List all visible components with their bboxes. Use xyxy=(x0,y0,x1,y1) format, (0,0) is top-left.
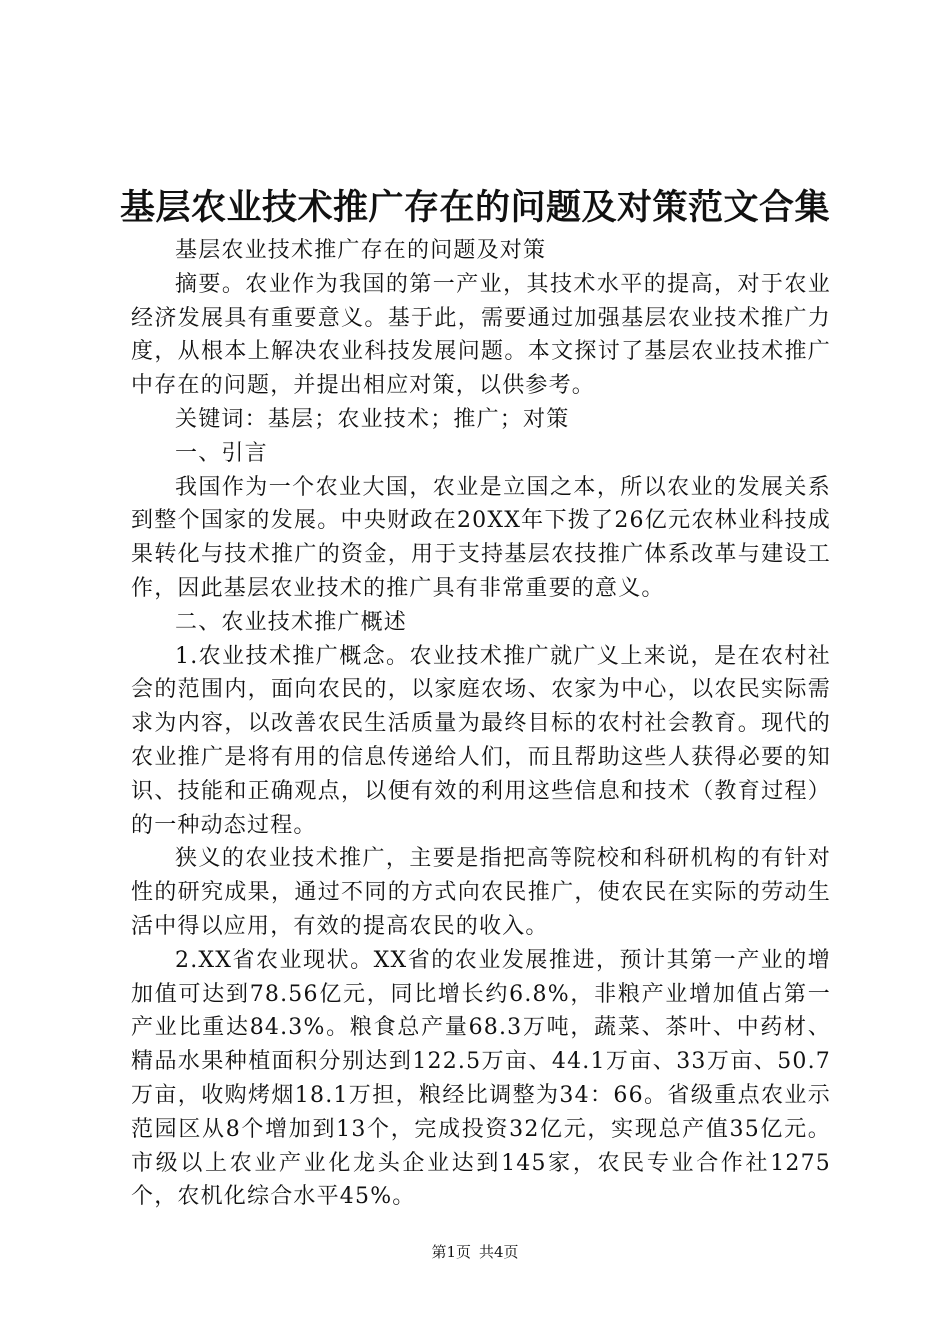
subtitle-paragraph: 基层农业技术推广存在的问题及对策 xyxy=(175,238,547,263)
page-total: 共4页 xyxy=(479,1243,519,1261)
abstract-paragraph: 摘要。农业作为我国的第一产业，其技术水平的提高，对于农业经济发展具有重要意义。基于此，需要通过加强基层农业技术推广力度，从根本上解决农业科技发展问题。本文探讨了基层农业技术推广中存在的问题，并提出相应对策，以供参考。 xyxy=(131,271,831,399)
concept-paragraph: 1.农业技术推广概念。农业技术推广就广义上来说，是在农村社会的范围内，面向农民的，以家庭农场、农家为中心，以农民实际需求为内容，以改善农民生活质量为最终目标的农村社会教育。现代的农业推广是将有用的信息传递给人们，而且帮助这些人获得必要的知识、技能和正确观点，以便有效的利用这些信息和技术（教育过程）的一种动态过程。 xyxy=(131,643,831,838)
document-body xyxy=(131,234,831,1214)
province-status-paragraph: 2.XX省农业现状。XX省的农业发展推进，预计其第一产业的增加值可达到78.56亿元，同比增长约6.8%，非粮产业增加值占第一产业比重达84.3%。粮食总产量68.3万吨，蔬菜、茶叶、中药材、精品水果种植面积分别达到122.5万亩、44.1万亩、33万亩、50.7万亩，收购烤烟18.1万担，粮经比调整为34：66。省级重点农业示范园区从8个增加到13个，完成投资32亿元，实现总产值35亿元。市级以上农业产业化龙头企业达到145家，农民专业合作社1275个，农机化综合水平45%。 xyxy=(131,947,831,1210)
introduction-paragraph: 我国作为一个农业大国，农业是立国之本，所以农业的发展关系到整个国家的发展。中央财政在20XX年下拨了26亿元农林业科技成果转化与技术推广的资金，用于支持基层农技推广体系改革与建设工作，因此基层农业技术的推广具有非常重要的意义。 xyxy=(131,474,831,601)
keywords-paragraph: 关键词：基层；农业技术；推广；对策 xyxy=(175,406,570,432)
page-number: 第1页 xyxy=(431,1243,471,1261)
document-title: 基层农业技术推广存在的问题及对策范文合集 xyxy=(119,188,830,228)
section-heading-overview: 二、农业技术推广概述 xyxy=(175,609,408,635)
page-footer xyxy=(0,1241,950,1263)
section-heading-introduction: 一、引言 xyxy=(175,440,268,466)
narrow-definition-paragraph: 狭义的农业技术推广，主要是指把高等院校和科研机构的有针对性的研究成果，通过不同的方式向农民推广，使农民在实际的劳动生活中得以应用，有效的提高农民的收入。 xyxy=(131,846,831,939)
